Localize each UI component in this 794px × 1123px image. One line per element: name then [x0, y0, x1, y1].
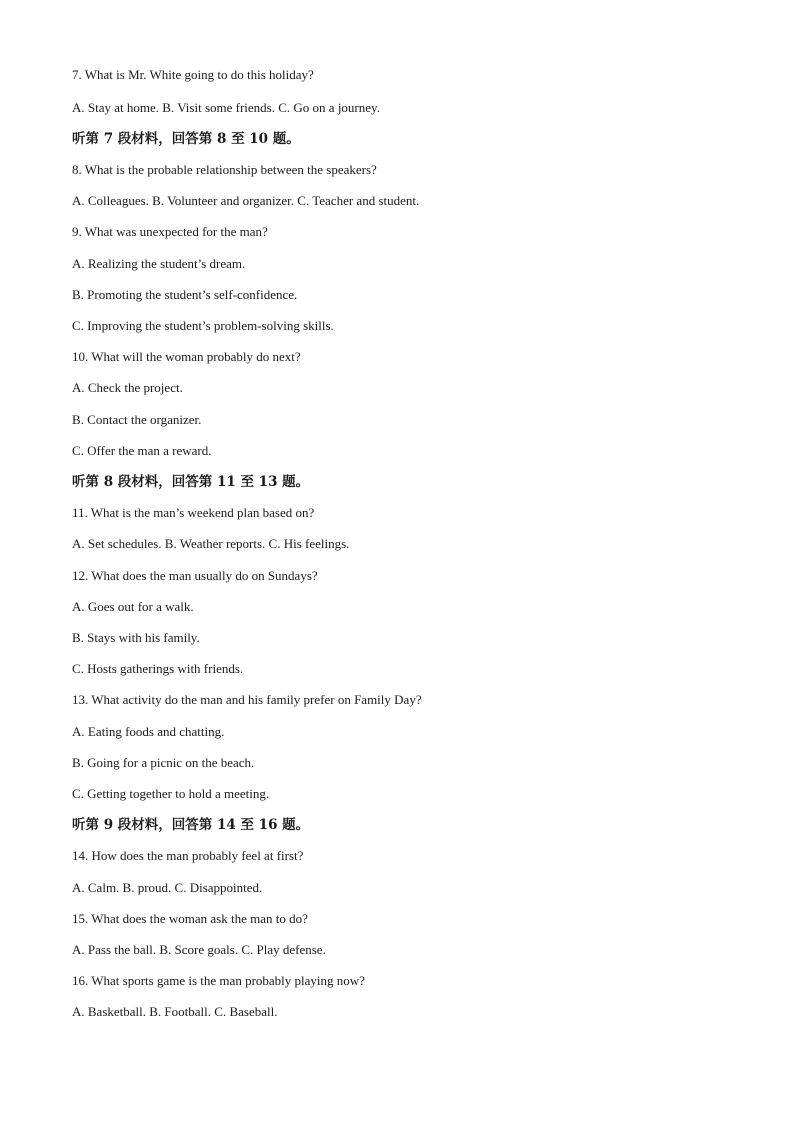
question-10-option-b: B. Contact the organizer. [72, 412, 202, 427]
question-14-options: A. Calm. B. proud. C. Disappointed. [72, 880, 263, 895]
question-7: 7. What is Mr. White going to do this holiday? [72, 67, 314, 82]
question-12-option-c: C. Hosts gatherings with friends. [72, 661, 244, 676]
question-12: 12. What does the man usually do on Sundays? [72, 568, 318, 583]
section-heading-9: 听第 9 段材料，回答第 14 至 16 题。 [72, 817, 310, 833]
question-13-option-a: A. Eating foods and chatting. [72, 724, 225, 739]
question-10-option-c: C. Offer the man a reward. [72, 443, 212, 458]
question-7-options: A. Stay at home. B. Visit some friends. C. Go on a journey. [72, 100, 380, 115]
question-9-option-b: B. Promoting the student’s self-confidence. [72, 287, 298, 302]
question-13-option-b: B. Going for a picnic on the beach. [72, 755, 255, 770]
question-13-option-c: C. Getting together to hold a meeting. [72, 786, 270, 801]
question-10: 10. What will the woman probably do next? [72, 349, 301, 364]
section-heading-7: 听第 7 段材料，回答第 8 至 10 题。 [72, 131, 300, 147]
section-heading-8: 听第 8 段材料，回答第 11 至 13 题。 [72, 474, 310, 490]
question-12-option-a: A. Goes out for a walk. [72, 599, 194, 614]
question-11-options: A. Set schedules. B. Weather reports. C. His feelings. [72, 536, 350, 551]
question-12-option-b: B. Stays with his family. [72, 630, 200, 645]
question-15: 15. What does the woman ask the man to do? [72, 911, 308, 926]
question-9: 9. What was unexpected for the man? [72, 224, 268, 239]
question-9-option-c: C. Improving the student’s problem-solving skills. [72, 318, 334, 333]
question-15-options: A. Pass the ball. B. Score goals. C. Play defense. [72, 942, 326, 957]
question-14: 14. How does the man probably feel at first? [72, 848, 304, 863]
question-8: 8. What is the probable relationship between the speakers? [72, 162, 377, 177]
question-13: 13. What activity do the man and his family prefer on Family Day? [72, 692, 422, 707]
question-11: 11. What is the man’s weekend plan based on? [72, 505, 315, 520]
question-10-option-a: A. Check the project. [72, 380, 183, 395]
question-16-options: A. Basketball. B. Football. C. Baseball. [72, 1004, 278, 1019]
question-8-options: A. Colleagues. B. Volunteer and organizer. C. Teacher and student. [72, 193, 420, 208]
question-9-option-a: A. Realizing the student’s dream. [72, 256, 246, 271]
question-16: 16. What sports game is the man probably playing now? [72, 973, 365, 988]
